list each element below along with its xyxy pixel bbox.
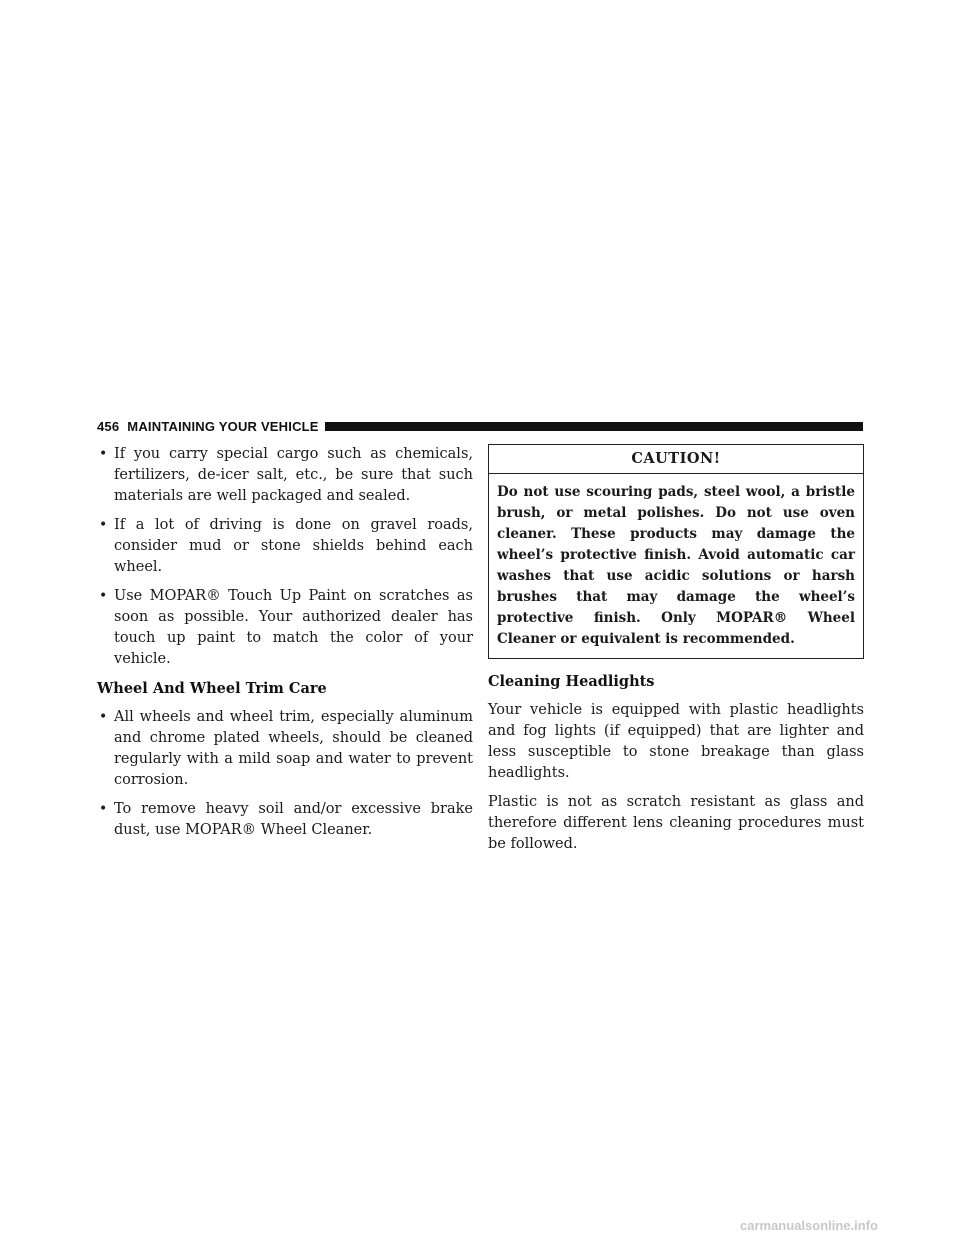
caution-box	[488, 444, 864, 659]
bullet-list-top	[97, 444, 473, 670]
headlights-heading: Cleaning Headlights	[488, 673, 655, 690]
bullet-icon: •	[99, 446, 108, 462]
list-item: • All wheels and wheel trim, especially aluminum and chrome plated wheels, should be cleaned regularly with a mild soap and water to prevent corrosion.	[99, 709, 473, 788]
bullet-icon: •	[99, 517, 108, 533]
paragraph: Plastic is not as scratch resistant as glass and therefore different lens cleaning procedures must be followed.	[488, 794, 864, 852]
wheel-care-heading: Wheel And Wheel Trim Care	[97, 680, 327, 697]
caution-title: CAUTION!	[489, 445, 863, 474]
bullet-list-bottom	[97, 707, 473, 841]
right-column	[488, 444, 864, 863]
list-item: • To remove heavy soil and/or excessive brake dust, use MOPAR® Wheel Cleaner.	[99, 801, 473, 838]
left-column	[97, 444, 473, 849]
page-header	[97, 417, 863, 435]
header-rule	[325, 422, 863, 431]
list-item: • Use MOPAR® Touch Up Paint on scratches as soon as possible. Your authorized dealer has touch up paint to match the color of your vehicle.	[99, 588, 473, 667]
list-item: • If a lot of driving is done on gravel roads, consider mud or stone shields behind each wheel.	[99, 517, 473, 575]
paragraph: Your vehicle is equipped with plastic headlights and fog lights (if equipped) that are lighter and less susceptible to stone breakage than glass headlights.	[488, 702, 864, 781]
bullet-icon: •	[99, 588, 108, 604]
list-item: • If you carry special cargo such as chemicals, fertilizers, de-icer salt, etc., be sure that such materials are well packaged and sealed.	[99, 446, 473, 504]
section-title: MAINTAINING YOUR VEHICLE	[127, 418, 319, 434]
watermark: carmanualsonline.info	[740, 1218, 878, 1233]
bullet-icon: •	[99, 709, 108, 725]
bullet-icon: •	[99, 801, 108, 817]
caution-text: Do not use scouring pads, steel wool, a bristle brush, or metal polishes. Do not use oven cleaner. These products may damage the wheel’s protective finish. Avoid automatic car washes that use acidic solutions or harsh brushes that may damage the wheel’s protective finish. Only MOPAR® Wheel Cleaner or equivalent is recommended.	[497, 484, 855, 647]
page-number: 456	[97, 418, 120, 434]
